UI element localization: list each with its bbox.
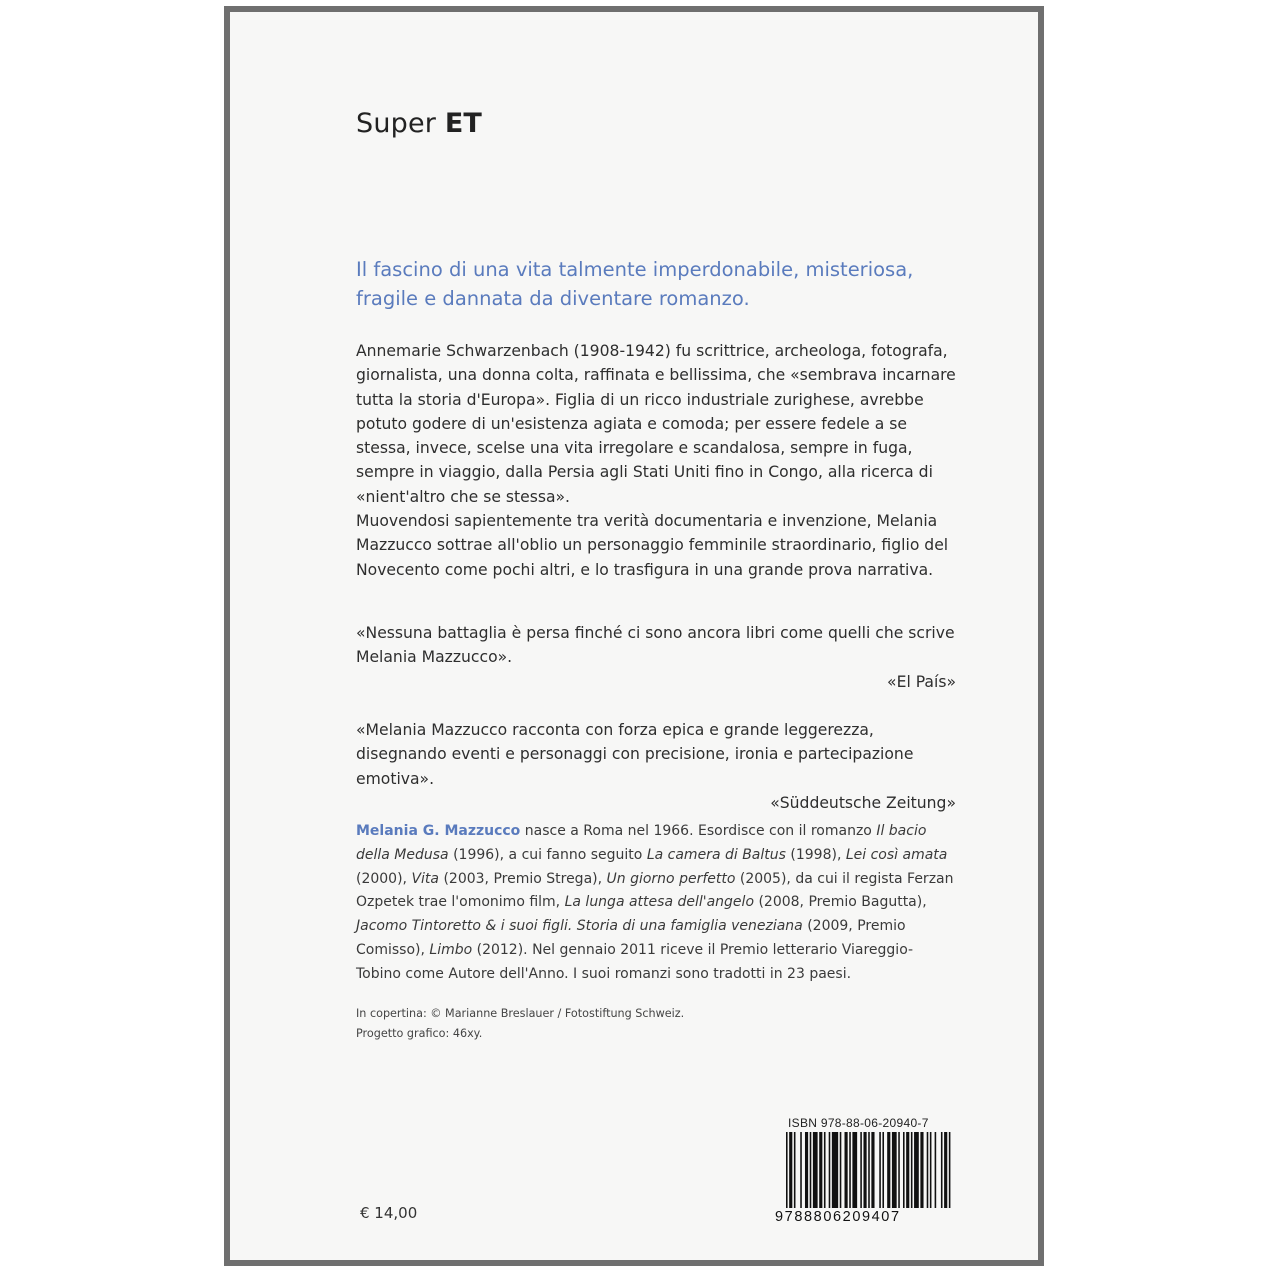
review-quote — [356, 621, 956, 694]
author-name: Melania G. Mazzucco — [356, 823, 521, 839]
book-title: Il bacio della Medusa — [356, 823, 927, 863]
book-description — [356, 339, 956, 582]
quote-source: «Süddeutsche Zeitung» — [770, 793, 956, 812]
quote-source: «El País» — [887, 672, 956, 691]
book-back-cover — [224, 6, 1044, 1266]
book-title: La camera di Baltus — [646, 846, 786, 863]
bio-text: (1996), a cui fanno seguito — [448, 846, 647, 863]
bio-text: (2008, Premio Bagutta), — [754, 894, 927, 911]
author-bio — [356, 820, 956, 987]
design-credit: Progetto grafico: 46xy. — [356, 1027, 483, 1040]
series-prefix: Super — [356, 108, 437, 139]
description-paragraph: Muovendosi sapientemente tra verità documentaria e invenzione, Melania Mazzucco sottrae all'oblio un personaggio femminile straordinario, figlio del Novecento come pochi altri, e lo trasfigura in una grande prova narrativa. — [356, 512, 949, 579]
book-title: La lunga attesa dell'angelo — [564, 894, 755, 911]
book-title: Vita — [411, 870, 439, 887]
credits — [356, 1004, 956, 1044]
cover-credit: In copertina: © Marianne Breslauer / Fotostiftung Schweiz. — [356, 1007, 685, 1020]
bio-text: (2009, Premio Comisso), — [356, 918, 906, 958]
book-title: Limbo — [429, 941, 473, 958]
book-title: Lei così amata — [845, 846, 948, 863]
description-paragraph: Annemarie Schwarzenbach (1908-1942) fu scrittrice, archeologa, fotografa, giornalista, una donna colta, raffinata e bellissima, che «sembrava incarnare tutta la storia d'Europa». Figlia di un ricco industriale zurighese, avrebbe potuto godere di un'esistenza agiata e comoda; per essere fedele a se stessa, invece, scelse una vita irregolare e scandalosa, sempre in fuga, sempre in viaggio, dalla Persia agli Stati Uniti fino in Congo, alla ricerca di «nient'altro che se stessa». — [356, 342, 956, 506]
bio-text: nasce a Roma nel 1966. Esordisce con il romanzo — [520, 823, 877, 839]
quote-text: «Melania Mazzucco racconta con forza epica e grande leggerezza, disegnando eventi e personaggi con precisione, ironia e partecipazione emotiva». — [356, 721, 914, 788]
book-title: Jacomo Tintoretto & i suoi figli. Storia di una famiglia veneziana — [356, 918, 803, 935]
book-title: Un giorno perfetto — [606, 870, 736, 887]
quote-text: «Nessuna battaglia è persa finché ci sono ancora libri come quelli che scrive Melania Mazzucco». — [356, 624, 955, 667]
bio-text: (1998), — [785, 846, 846, 863]
barcode-icon — [786, 1132, 952, 1208]
bio-text: (2003, Premio Strega), — [439, 870, 607, 887]
series-mark: ET — [444, 108, 482, 139]
isbn-label: ISBN 978-88-06-20940-7 — [788, 1116, 929, 1130]
tagline: Il fascino di una vita talmente imperdonabile, misteriosa, fragile e dannata da diventare romanzo. — [356, 258, 914, 310]
barcode-digits: 9788806209407 — [775, 1209, 901, 1225]
bio-text: (2000), — [356, 870, 412, 887]
publisher-series-logo — [356, 108, 956, 139]
price-label: € 14,00 — [360, 1204, 418, 1222]
bio-text: (2005), da cui il regista Ferzan Ozpetek trae l'omonimo film, — [356, 870, 954, 911]
bio-text: (2012). Nel gennaio 2011 riceve il Premio letterario Viareggio-Tobino come Autore dell'Anno. I suoi romanzi sono tradotti in 23 paesi. — [356, 941, 914, 982]
review-quote — [356, 718, 956, 815]
